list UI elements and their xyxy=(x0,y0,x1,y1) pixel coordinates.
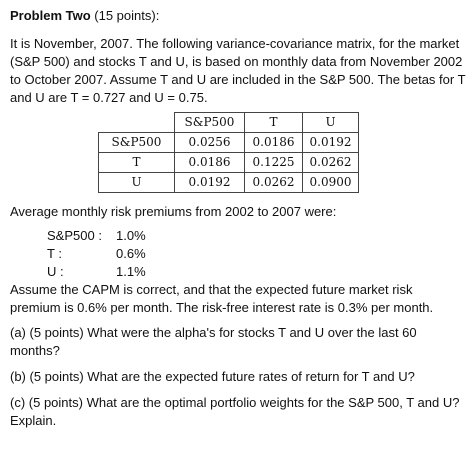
intro-line-2: (S&P 500) and stocks T and U, is based on monthly data from November 2002 xyxy=(10,54,463,69)
matrix-row xyxy=(99,173,359,193)
matrix-cell: 0.0256 xyxy=(175,133,245,153)
problem-title: Problem Two xyxy=(10,8,91,23)
matrix-row-header: S&P500 xyxy=(99,133,175,153)
intro-line-4: and U are T = 0.727 and U = 0.75. xyxy=(10,90,208,105)
matrix-row xyxy=(99,133,359,153)
matrix-cell: 0.0262 xyxy=(245,173,303,193)
risk-premium-value: 0.6% xyxy=(116,246,146,261)
matrix-col-header: S&P500 xyxy=(175,113,245,133)
matrix-col-header: U xyxy=(303,113,359,133)
risk-premium-label: T : xyxy=(47,246,62,261)
matrix-cell: 0.0900 xyxy=(303,173,359,193)
matrix-cell: 0.1225 xyxy=(245,153,303,173)
matrix-row-header: T xyxy=(99,153,175,173)
intro-line-3: to October 2007. Assume T and U are included in the S&P 500. The betas for T xyxy=(10,72,466,87)
question-c-line-2: Explain. xyxy=(10,413,57,428)
risk-premium-label: S&P500 : xyxy=(47,228,102,243)
problem-points: (15 points): xyxy=(90,8,160,23)
assumption-line-1: Assume the CAPM is correct, and that the expected future market risk xyxy=(10,282,413,297)
question-a-line-1: (a) (5 points) What were the alpha's for stocks T and U over the last 60 xyxy=(10,325,417,340)
matrix-cell: 0.0186 xyxy=(175,153,245,173)
risk-premium-value: 1.1% xyxy=(116,264,146,279)
assumption-line-2: premium is 0.6% per month. The risk-free interest rate is 0.3% per month. xyxy=(10,300,434,315)
question-b: (b) (5 points) What are the expected future rates of return for T and U? xyxy=(10,369,415,384)
risk-premium-value: 1.0% xyxy=(116,228,146,243)
covariance-matrix xyxy=(98,112,359,193)
matrix-corner-cell xyxy=(99,113,175,133)
question-c-line-1: (c) (5 points) What are the optimal portfolio weights for the S&P 500, T and U? xyxy=(10,395,460,410)
risk-premium-heading: Average monthly risk premiums from 2002 to 2007 were: xyxy=(10,204,337,219)
intro-line-1: It is November, 2007. The following variance-covariance matrix, for the market xyxy=(10,36,460,51)
matrix-row xyxy=(99,153,359,173)
risk-premium-label: U : xyxy=(47,264,64,279)
matrix-col-header: T xyxy=(245,113,303,133)
question-a-line-2: months? xyxy=(10,343,60,358)
matrix-cell: 0.0192 xyxy=(175,173,245,193)
matrix-header-row xyxy=(99,113,359,133)
matrix-cell: 0.0186 xyxy=(245,133,303,153)
matrix-cell: 0.0192 xyxy=(303,133,359,153)
matrix-cell: 0.0262 xyxy=(303,153,359,173)
problem-heading xyxy=(10,8,159,24)
matrix-row-header: U xyxy=(99,173,175,193)
